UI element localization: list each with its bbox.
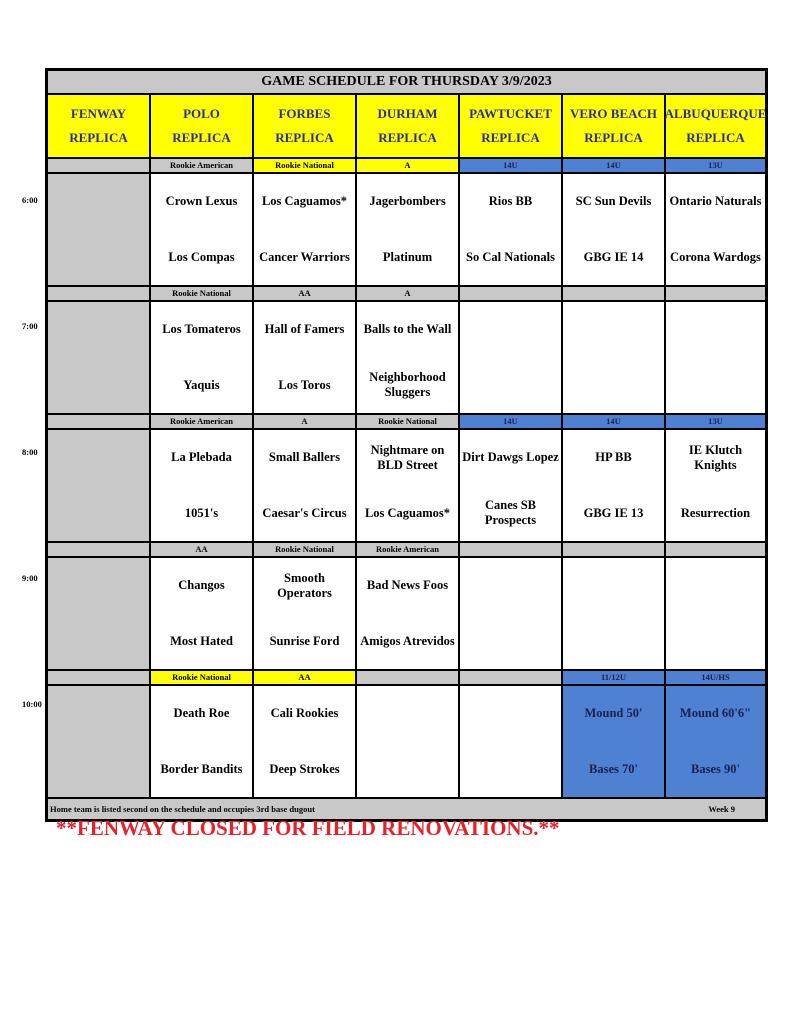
- division-cell: 14U: [460, 415, 563, 428]
- game-cell-empty: [460, 302, 563, 413]
- away-team: Nightmare on BLD Street: [370, 442, 445, 472]
- division-cell: [48, 415, 151, 428]
- away-team: Dirt Dawgs Lopez: [462, 450, 559, 465]
- division-cell: [460, 543, 563, 556]
- field-header: [151, 95, 254, 157]
- division-cell: [563, 287, 666, 300]
- game-cell: [254, 302, 357, 413]
- time-label: 8:00: [22, 447, 38, 457]
- away-team: Los Caguamos*: [261, 194, 348, 209]
- home-team: GBG IE 13: [583, 505, 644, 520]
- game-row: [48, 430, 765, 543]
- field-header: [254, 95, 357, 157]
- field-dimensions-cell: [666, 686, 765, 797]
- away-team: Crown Lexus: [165, 194, 238, 209]
- division-cell: [666, 543, 765, 556]
- home-team: Resurrection: [680, 505, 751, 520]
- game-cell: [460, 430, 563, 541]
- game-cell-empty: [460, 558, 563, 669]
- field-sub: REPLICA: [686, 130, 745, 145]
- home-team: GBG IE 14: [583, 249, 644, 264]
- home-team: Los Compas: [168, 249, 235, 264]
- home-team: Border Bandits: [160, 761, 243, 776]
- schedule-table: [45, 68, 768, 822]
- game-cell: [254, 558, 357, 669]
- game-row: [48, 302, 765, 415]
- field-name: FORBES: [278, 106, 331, 121]
- division-cell: Rookie National: [151, 671, 254, 684]
- away-team: HP BB: [595, 450, 632, 465]
- division-cell: 11/12U: [563, 671, 666, 684]
- field-name: VERO BEACH: [569, 106, 658, 121]
- division-cell: [48, 543, 151, 556]
- division-row: [48, 671, 765, 686]
- field-dimensions-cell: [563, 686, 666, 797]
- game-cell: [563, 174, 666, 285]
- division-cell: Rookie National: [254, 543, 357, 556]
- division-row: [48, 543, 765, 558]
- game-cell-empty: [666, 558, 765, 669]
- away-team: La Plebada: [171, 450, 232, 465]
- game-cell: [357, 302, 460, 413]
- game-cell-empty: [357, 686, 460, 797]
- division-cell: 14U: [563, 159, 666, 172]
- game-cell: [151, 174, 254, 285]
- time-label: 9:00: [22, 573, 38, 583]
- division-cell: Rookie American: [151, 159, 254, 172]
- division-cell: [48, 159, 151, 172]
- game-cell: [357, 430, 460, 541]
- division-cell: 14U/HS: [666, 671, 765, 684]
- away-team: Hall of Famers: [264, 322, 345, 337]
- field-header: [666, 95, 765, 157]
- game-cell: [254, 686, 357, 797]
- bases-distance: Bases 70': [589, 761, 638, 776]
- division-row: [48, 159, 765, 174]
- game-cell-closed: [48, 174, 151, 285]
- game-cell: [151, 430, 254, 541]
- division-cell: A: [357, 159, 460, 172]
- division-cell: A: [357, 287, 460, 300]
- mound-distance: Mound 50': [584, 706, 643, 721]
- field-sub: REPLICA: [172, 130, 231, 145]
- field-sub: REPLICA: [584, 130, 643, 145]
- home-team: Canes SB Prospects: [484, 498, 537, 528]
- field-header: [563, 95, 666, 157]
- game-cell-closed: [48, 558, 151, 669]
- division-cell: Rookie American: [357, 543, 460, 556]
- away-team: Rios BB: [488, 194, 533, 209]
- division-cell: 14U: [460, 159, 563, 172]
- game-cell-closed: [48, 430, 151, 541]
- home-team: Caesar's Circus: [262, 505, 347, 520]
- game-cell: [357, 558, 460, 669]
- field-header: [460, 95, 563, 157]
- division-cell: Rookie National: [254, 159, 357, 172]
- game-cell-empty: [460, 686, 563, 797]
- home-team: Los Caguamos*: [364, 505, 451, 520]
- game-cell-closed: [48, 302, 151, 413]
- away-team: Changos: [178, 578, 225, 593]
- home-team: Platinum: [382, 249, 433, 264]
- field-name: POLO: [183, 106, 220, 121]
- away-team: Small Ballers: [268, 450, 341, 465]
- game-row: [48, 686, 765, 799]
- game-row: [48, 558, 765, 671]
- division-cell: [460, 287, 563, 300]
- week-label: Week 9: [708, 804, 735, 814]
- away-team: Death Roe: [173, 706, 230, 721]
- division-row: [48, 415, 765, 430]
- game-cell-empty: [666, 302, 765, 413]
- game-cell: [563, 430, 666, 541]
- home-team: Cancer Warriors: [259, 249, 350, 264]
- home-team: Corona Wardogs: [670, 249, 761, 264]
- field-name: PAWTUCKET: [469, 106, 552, 121]
- home-team: Yaquis: [183, 377, 220, 392]
- field-header: [48, 95, 151, 157]
- home-team: Los Toros: [278, 377, 331, 392]
- game-cell: [151, 302, 254, 413]
- division-cell: AA: [254, 287, 357, 300]
- mound-distance: Mound 60'6": [679, 706, 752, 721]
- game-cell: [460, 174, 563, 285]
- away-team: Los Tomateros: [162, 322, 241, 337]
- home-team: Deep Strokes: [269, 761, 340, 776]
- away-team: Smooth Operators: [277, 570, 332, 600]
- field-sub: REPLICA: [481, 130, 540, 145]
- game-row: [48, 174, 765, 287]
- field-name: ALBUQUERQUE: [664, 106, 767, 121]
- game-cell: [357, 174, 460, 285]
- division-cell: 14U: [563, 415, 666, 428]
- field-sub: REPLICA: [69, 130, 128, 145]
- division-cell: 13U: [666, 159, 765, 172]
- division-cell: AA: [151, 543, 254, 556]
- game-cell: [666, 174, 765, 285]
- time-label: 7:00: [22, 321, 38, 331]
- division-cell: [666, 287, 765, 300]
- away-team: Jagerbombers: [369, 194, 446, 209]
- time-label: 6:00: [22, 195, 38, 205]
- away-team: IE Klutch Knights: [688, 442, 743, 472]
- home-team: Most Hated: [170, 633, 233, 648]
- game-cell-empty: [563, 302, 666, 413]
- game-cell: [151, 558, 254, 669]
- game-cell: [254, 174, 357, 285]
- division-cell: A: [254, 415, 357, 428]
- field-name: FENWAY: [70, 106, 127, 121]
- away-team: Ontario Naturals: [669, 194, 762, 209]
- division-cell: Rookie National: [357, 415, 460, 428]
- game-cell: [151, 686, 254, 797]
- game-cell: [254, 430, 357, 541]
- division-cell: [460, 671, 563, 684]
- field-header-row: [48, 95, 765, 159]
- home-team: Sunrise Ford: [269, 633, 340, 648]
- field-name: DURHAM: [377, 106, 438, 121]
- division-cell: [48, 287, 151, 300]
- away-team: Cali Rookies: [270, 706, 339, 721]
- home-team: So Cal Nationals: [466, 249, 555, 264]
- division-cell: Rookie American: [151, 415, 254, 428]
- division-cell: [357, 671, 460, 684]
- away-team: Balls to the Wall: [363, 322, 452, 337]
- division-cell: 13U: [666, 415, 765, 428]
- game-cell-empty: [563, 558, 666, 669]
- field-sub: REPLICA: [275, 130, 334, 145]
- field-header: [357, 95, 460, 157]
- game-cell-closed: [48, 686, 151, 797]
- schedule-title: GAME SCHEDULE FOR THURSDAY 3/9/2023: [48, 71, 765, 95]
- division-cell: Rookie National: [151, 287, 254, 300]
- home-team: Amigos Atrevidos: [360, 633, 455, 648]
- home-team: 1051's: [184, 505, 219, 520]
- division-row: [48, 287, 765, 302]
- closure-notice: **FENWAY CLOSED FOR FIELD RENOVATIONS.**: [56, 816, 560, 840]
- away-team: SC Sun Devils: [575, 194, 652, 209]
- division-cell: AA: [254, 671, 357, 684]
- division-cell: [563, 543, 666, 556]
- game-cell: [666, 430, 765, 541]
- time-label: 10:00: [22, 699, 42, 709]
- footer-note: Home team is listed second on the schedule and occupies 3rd base dugout: [50, 804, 315, 814]
- home-team: Neighborhood Sluggers: [369, 370, 446, 400]
- field-sub: REPLICA: [378, 130, 437, 145]
- division-cell: [48, 671, 151, 684]
- away-team: Bad News Foos: [366, 578, 449, 593]
- bases-distance: Bases 90': [691, 761, 740, 776]
